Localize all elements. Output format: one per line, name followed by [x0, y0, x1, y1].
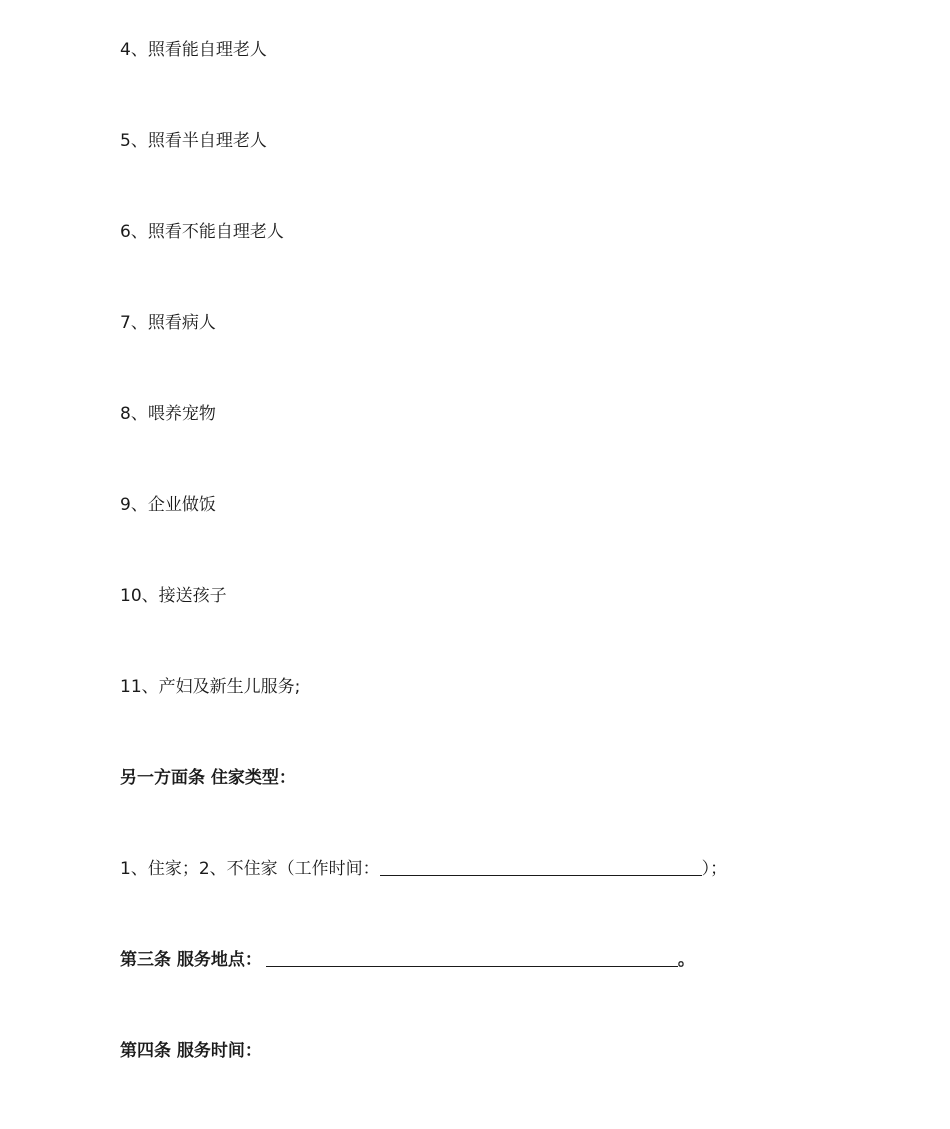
service-location-suffix: 。: [677, 950, 695, 970]
list-item: 11、产妇及新生儿服务;: [120, 677, 301, 697]
list-item: 8、喂养宠物: [120, 404, 216, 424]
list-item: 4、照看能自理老人: [120, 40, 267, 60]
residence-options-text: 1、住家；2、不住家（工作时间：: [120, 859, 380, 879]
residence-options-line: [120, 857, 727, 881]
list-item: 5、照看半自理老人: [120, 131, 267, 151]
service-location-line: [120, 948, 695, 972]
section-heading-residence-type: 另一方面条 住家类型：: [120, 768, 296, 788]
list-item: 6、照看不能自理老人: [120, 222, 284, 242]
service-location-blank: [266, 948, 678, 967]
list-item: 7、照看病人: [120, 313, 216, 333]
residence-options-suffix: ）；: [701, 859, 728, 879]
section-heading-service-location: 第三条 服务地点：: [120, 950, 262, 970]
work-time-blank: [380, 857, 702, 876]
list-item: 9、企业做饭: [120, 495, 216, 515]
list-item: 10、接送孩子: [120, 586, 227, 606]
section-heading-service-time: 第四条 服务时间：: [120, 1041, 262, 1061]
